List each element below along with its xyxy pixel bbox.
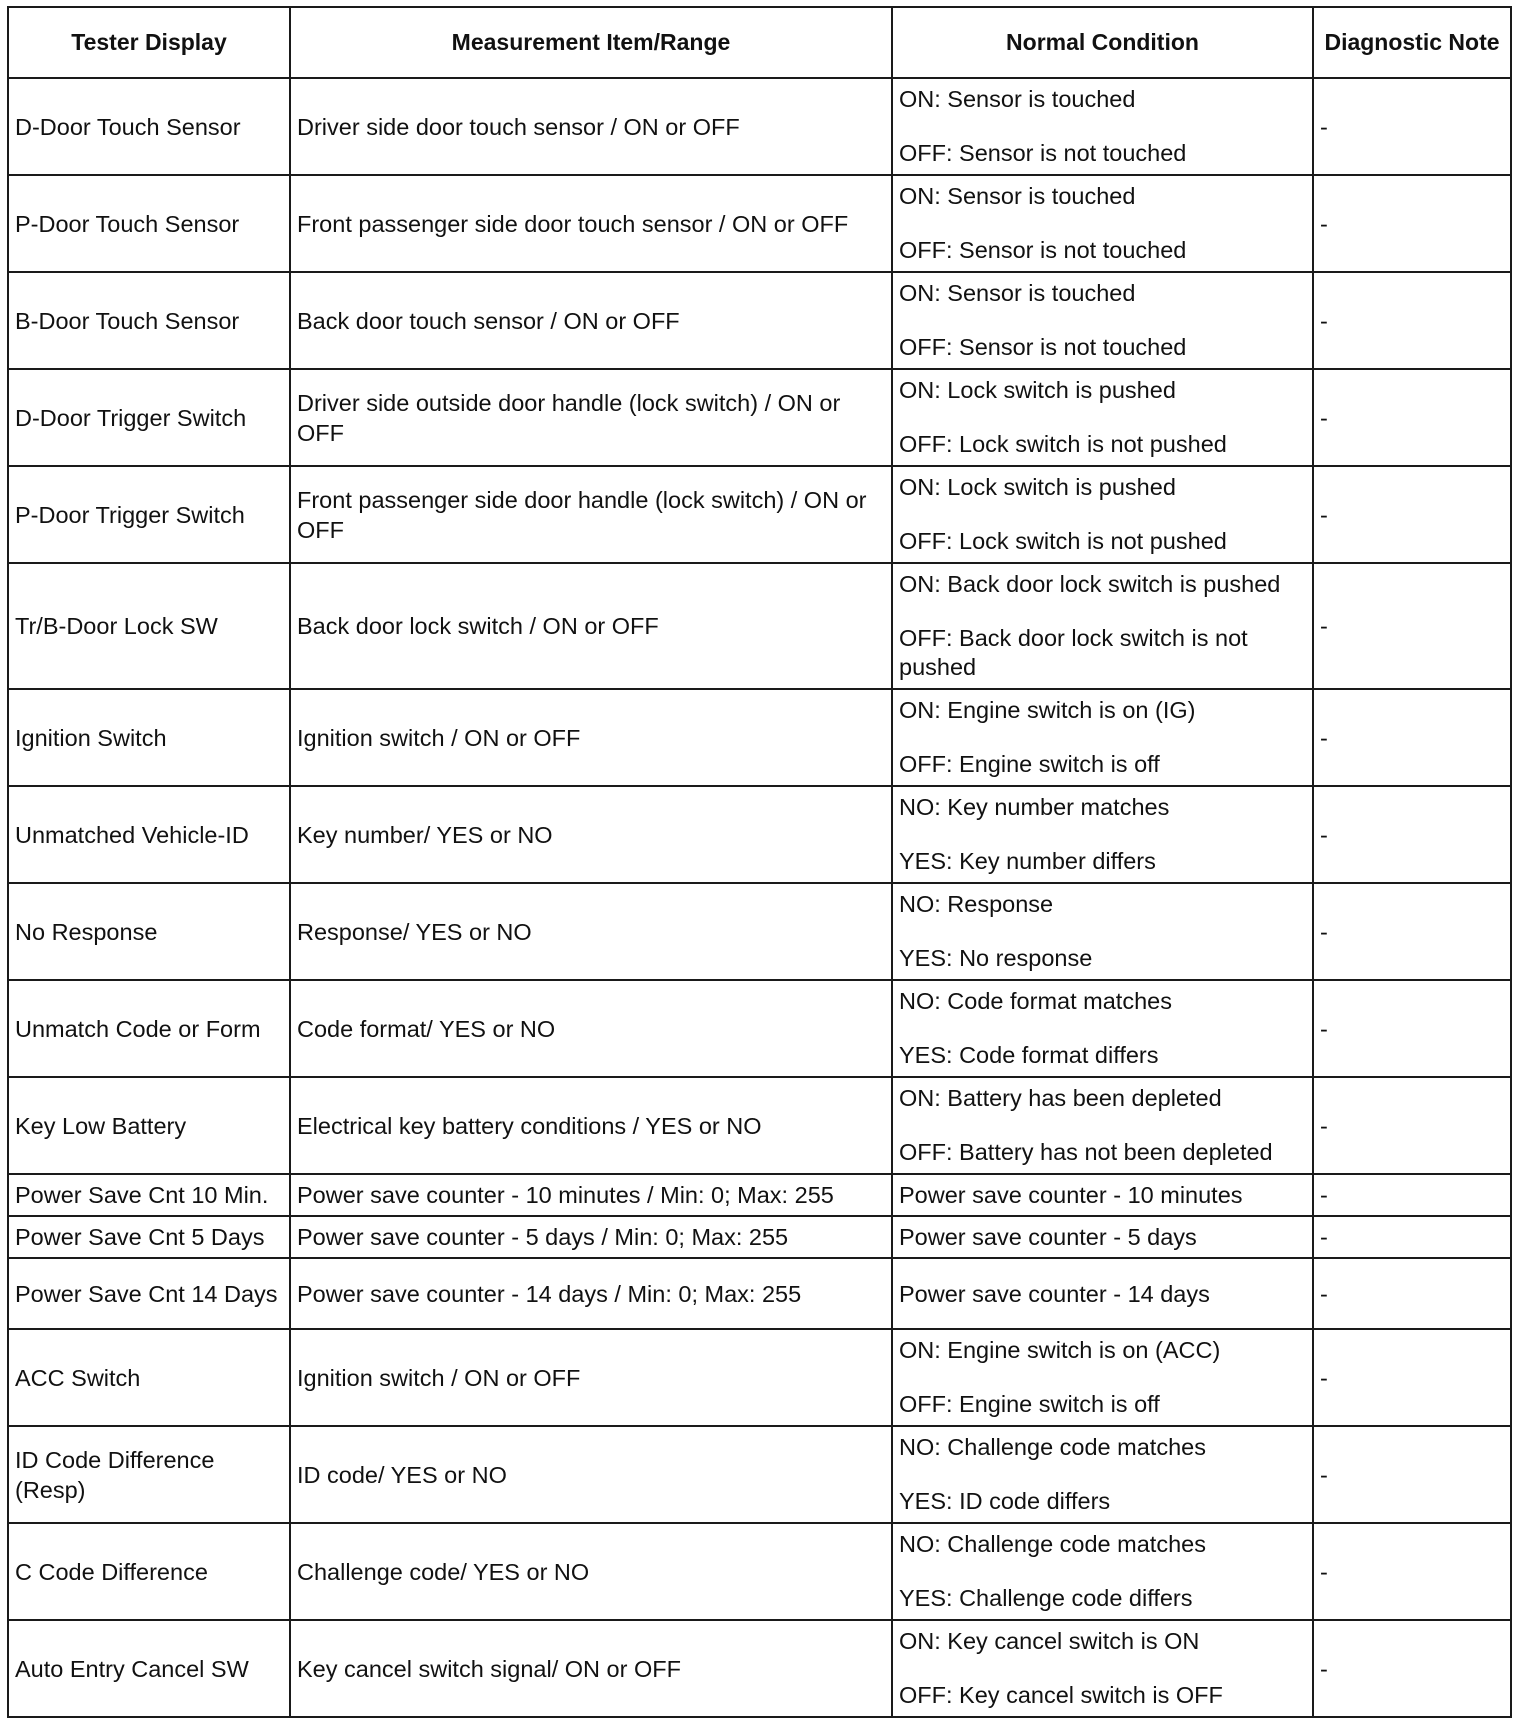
tester-display-cell: Key Low Battery (8, 1077, 290, 1174)
normal-condition-cell (892, 689, 1313, 786)
condition-line: YES: Code format differs (899, 1042, 1159, 1068)
diagnostic-note-cell: - (1313, 1523, 1511, 1620)
normal-condition-cell (892, 272, 1313, 369)
normal-condition-cell (892, 1523, 1313, 1620)
diagnostic-note-cell: - (1313, 78, 1511, 175)
measurement-cell: Driver side door touch sensor / ON or OFF (290, 78, 892, 175)
normal-condition-cell (892, 1426, 1313, 1523)
measurement-cell: Electrical key battery conditions / YES or NO (290, 1077, 892, 1174)
normal-condition-cell: Power save counter - 14 days (892, 1258, 1313, 1329)
header-row (8, 7, 1511, 78)
condition-line: NO: Key number matches (899, 794, 1170, 820)
tester-display-cell: P-Door Trigger Switch (8, 466, 290, 563)
table-row (8, 883, 1511, 980)
table-row (8, 1426, 1511, 1523)
normal-condition-cell (892, 786, 1313, 883)
tester-display-cell: C Code Difference (8, 1523, 290, 1620)
normal-condition-cell (892, 980, 1313, 1077)
normal-condition-cell (892, 883, 1313, 980)
condition-line: ON: Engine switch is on (ACC) (899, 1337, 1221, 1363)
measurement-cell: Ignition switch / ON or OFF (290, 1329, 892, 1426)
tester-display-cell: D-Door Trigger Switch (8, 369, 290, 466)
condition-line: YES: ID code differs (899, 1488, 1111, 1514)
table-row (8, 1077, 1511, 1174)
condition-line: ON: Sensor is touched (899, 183, 1136, 209)
condition-line: OFF: Key cancel switch is OFF (899, 1682, 1223, 1708)
tester-display-cell: D-Door Touch Sensor (8, 78, 290, 175)
normal-condition-cell (892, 175, 1313, 272)
condition-line: ON: Sensor is touched (899, 280, 1136, 306)
diagnostic-note-cell: - (1313, 369, 1511, 466)
tester-display-cell: ID Code Difference (Resp) (8, 1426, 290, 1523)
table-row (8, 563, 1511, 689)
condition-line: OFF: Sensor is not touched (899, 140, 1187, 166)
table-row (8, 1216, 1511, 1258)
diagnostic-note-cell: - (1313, 466, 1511, 563)
measurement-cell: Front passenger side door touch sensor / ON or OFF (290, 175, 892, 272)
tester-display-cell: Power Save Cnt 14 Days (8, 1258, 290, 1329)
table-row (8, 1523, 1511, 1620)
condition-line: OFF: Sensor is not touched (899, 237, 1187, 263)
diagnostic-note-cell: - (1313, 1620, 1511, 1717)
measurement-cell: Driver side outside door handle (lock switch) / ON or OFF (290, 369, 892, 466)
normal-condition-cell (892, 1077, 1313, 1174)
table-row (8, 786, 1511, 883)
condition-line: ON: Engine switch is on (IG) (899, 697, 1196, 723)
condition-line: OFF: Battery has not been depleted (899, 1139, 1273, 1165)
tester-display-cell: Ignition Switch (8, 689, 290, 786)
condition-line: ON: Battery has been depleted (899, 1085, 1222, 1111)
condition-line: OFF: Lock switch is not pushed (899, 528, 1227, 554)
condition-line: NO: Challenge code matches (899, 1434, 1206, 1460)
condition-line: OFF: Sensor is not touched (899, 334, 1187, 360)
condition-line: ON: Lock switch is pushed (899, 377, 1176, 403)
condition-line: ON: Back door lock switch is pushed (899, 571, 1281, 597)
normal-condition-cell (892, 466, 1313, 563)
condition-line: YES: Challenge code differs (899, 1585, 1193, 1611)
header-tester-display: Tester Display (8, 7, 290, 78)
diagnostic-note-cell: - (1313, 980, 1511, 1077)
diagnostic-note-cell: - (1313, 272, 1511, 369)
diagnostic-note-cell: - (1313, 1258, 1511, 1329)
tester-display-cell: Power Save Cnt 10 Min. (8, 1174, 290, 1216)
tester-display-cell: No Response (8, 883, 290, 980)
table-row (8, 78, 1511, 175)
table-row (8, 369, 1511, 466)
measurement-cell: Key cancel switch signal/ ON or OFF (290, 1620, 892, 1717)
condition-line: OFF: Engine switch is off (899, 1391, 1160, 1417)
diagnostic-note-cell: - (1313, 1077, 1511, 1174)
table-row (8, 1258, 1511, 1329)
diagnostic-note-cell: - (1313, 175, 1511, 272)
measurement-cell: Front passenger side door handle (lock switch) / ON or OFF (290, 466, 892, 563)
tester-display-cell: Tr/B-Door Lock SW (8, 563, 290, 689)
header-measurement-item: Measurement Item/Range (290, 7, 892, 78)
table-row (8, 689, 1511, 786)
measurement-cell: Back door lock switch / ON or OFF (290, 563, 892, 689)
tester-display-cell: Power Save Cnt 5 Days (8, 1216, 290, 1258)
tester-display-cell: Unmatched Vehicle-ID (8, 786, 290, 883)
condition-line: ON: Key cancel switch is ON (899, 1628, 1200, 1654)
condition-line: OFF: Engine switch is off (899, 751, 1160, 777)
header-normal-condition: Normal Condition (892, 7, 1313, 78)
condition-line: ON: Sensor is touched (899, 86, 1136, 112)
condition-line: NO: Response (899, 891, 1054, 917)
diagnostic-note-cell: - (1313, 883, 1511, 980)
normal-condition-cell (892, 369, 1313, 466)
measurement-cell: Response/ YES or NO (290, 883, 892, 980)
condition-line: OFF: Lock switch is not pushed (899, 431, 1227, 457)
table-row (8, 272, 1511, 369)
diagnostic-note-cell: - (1313, 563, 1511, 689)
table-row (8, 1329, 1511, 1426)
normal-condition-cell (892, 1620, 1313, 1717)
condition-line: ON: Lock switch is pushed (899, 474, 1176, 500)
tester-display-cell: ACC Switch (8, 1329, 290, 1426)
condition-line: YES: No response (899, 945, 1093, 971)
normal-condition-cell: Power save counter - 10 minutes (892, 1174, 1313, 1216)
condition-line: NO: Challenge code matches (899, 1531, 1206, 1557)
tester-display-cell: Unmatch Code or Form (8, 980, 290, 1077)
condition-line: NO: Code format matches (899, 988, 1172, 1014)
normal-condition-cell (892, 563, 1313, 689)
condition-line: OFF: Back door lock switch is not pushed (899, 625, 1248, 680)
normal-condition-cell: Power save counter - 5 days (892, 1216, 1313, 1258)
diagnostic-note-cell: - (1313, 689, 1511, 786)
table-row (8, 980, 1511, 1077)
table-row (8, 1620, 1511, 1717)
header-diagnostic-note: Diagnostic Note (1313, 7, 1511, 78)
diagnostic-note-cell: - (1313, 1426, 1511, 1523)
measurement-cell: ID code/ YES or NO (290, 1426, 892, 1523)
normal-condition-cell (892, 78, 1313, 175)
tester-display-cell: Auto Entry Cancel SW (8, 1620, 290, 1717)
tester-display-cell: P-Door Touch Sensor (8, 175, 290, 272)
measurement-cell: Power save counter - 10 minutes / Min: 0; Max: 255 (290, 1174, 892, 1216)
tester-display-cell: B-Door Touch Sensor (8, 272, 290, 369)
table-row (8, 175, 1511, 272)
table-row (8, 466, 1511, 563)
measurement-cell: Key number/ YES or NO (290, 786, 892, 883)
normal-condition-cell (892, 1329, 1313, 1426)
diagnostic-note-cell: - (1313, 1174, 1511, 1216)
table-row (8, 1174, 1511, 1216)
diagnostic-note-cell: - (1313, 1329, 1511, 1426)
condition-line: YES: Key number differs (899, 848, 1156, 874)
diagnostic-note-cell: - (1313, 786, 1511, 883)
measurement-cell: Challenge code/ YES or NO (290, 1523, 892, 1620)
measurement-cell: Power save counter - 14 days / Min: 0; Max: 255 (290, 1258, 892, 1329)
measurement-cell: Ignition switch / ON or OFF (290, 689, 892, 786)
measurement-cell: Code format/ YES or NO (290, 980, 892, 1077)
measurement-cell: Power save counter - 5 days / Min: 0; Max: 255 (290, 1216, 892, 1258)
measurement-cell: Back door touch sensor / ON or OFF (290, 272, 892, 369)
data-list-table (7, 6, 1512, 1718)
diagnostic-note-cell: - (1313, 1216, 1511, 1258)
